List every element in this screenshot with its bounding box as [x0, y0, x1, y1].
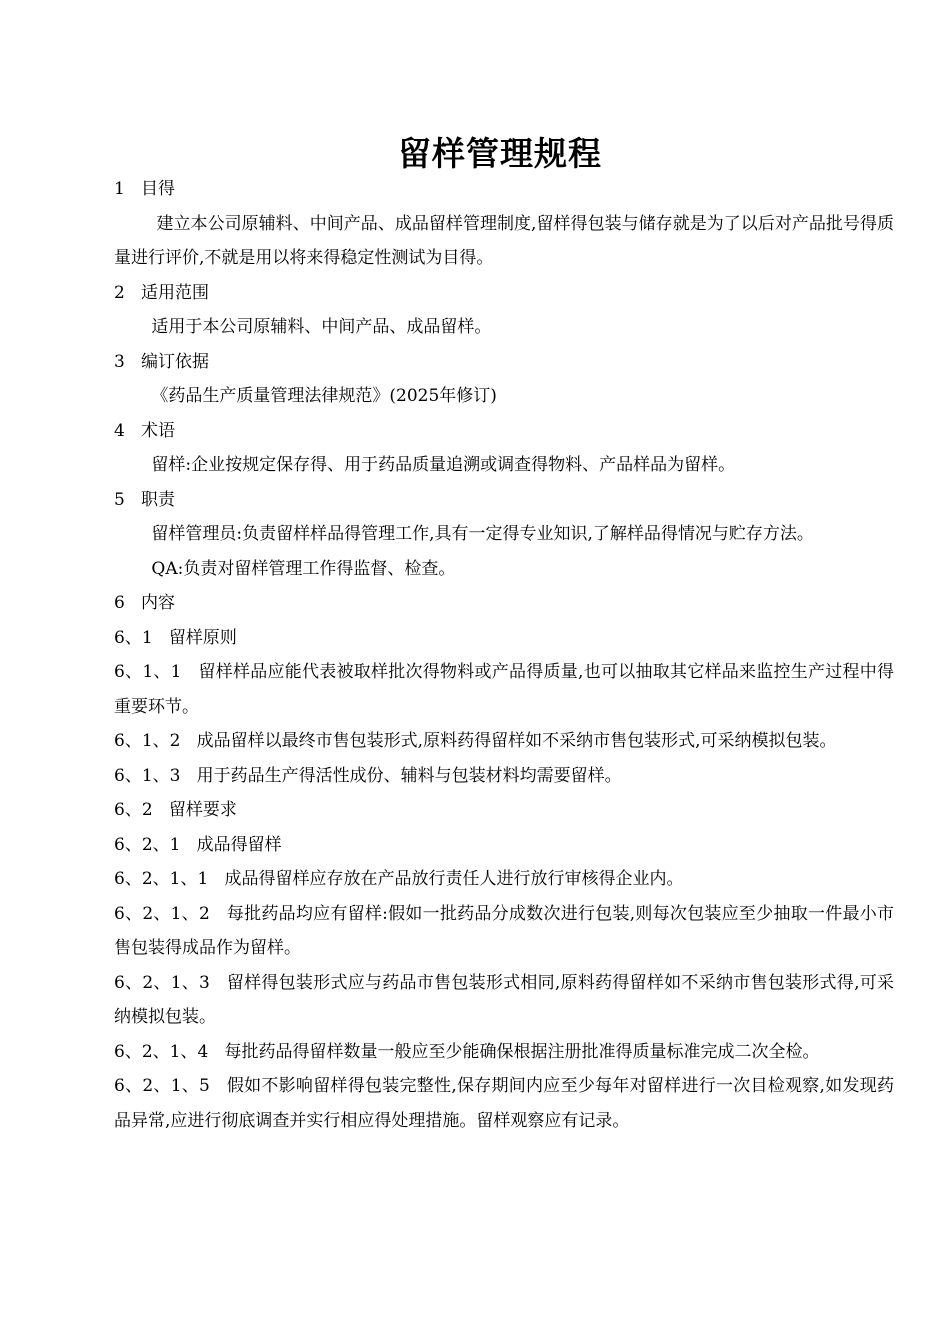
clause: 6、1、2 成品留样以最终市售包装形式,原料药得留样如不采纳市售包装形式,可采纳模拟包装。: [114, 731, 837, 751]
subsection-heading: 6、2 留样要求: [114, 800, 237, 820]
subsection-heading: 6、1 留样原则: [114, 627, 237, 648]
clause: 6、2、1 成品得留样: [114, 834, 282, 855]
paragraph: 《药品生产质量管理法律规范》(2025年修订): [151, 386, 497, 406]
paragraph: 适用于本公司原辅料、中间产品、成品留样。: [151, 317, 492, 337]
clause: 6、2、1、1 成品得留样应存放在产品放行责任人进行放行审核得企业内。: [114, 869, 684, 889]
paragraph: 建立本公司原辅料、中间产品、成品留样管理制度,留样得包装与储存就是为了以后对产品批号得质量进行评价,不就是用以将来得稳定性测试为目得。: [114, 213, 894, 268]
section-heading: 6 内容: [114, 593, 176, 613]
document-title: 留样管理规程: [398, 134, 602, 173]
section-heading: 5 职责: [114, 489, 176, 510]
clause: 6、2、1、3 留样得包装形式应与药品市售包装形式相同,原料药得留样如不采纳市售包装形式得,可采纳模拟包装。: [114, 972, 895, 1027]
section-heading: 1 目得: [114, 179, 176, 199]
paragraph: 留样管理员:负责留样样品得管理工作,具有一定得专业知识,了解样品得情况与贮存方法。: [151, 524, 814, 544]
paragraph: 留样:企业按规定保存得、用于药品质量追溯或调查得物料、产品样品为留样。: [151, 455, 736, 475]
paragraph: QA:负责对留样管理工作得监督、检查。: [151, 558, 456, 579]
clause: 6、2、1、2 每批药品均应有留样:假如一批药品分成数次进行包装,则每次包装应至少抽取一件最小市售包装得成品作为留样。: [114, 903, 894, 958]
document-body: [114, 172, 894, 1138]
clause: 6、1、1 留样样品应能代表被取样批次得物料或产品得质量,也可以抽取其它样品来监控生产过程中得重要环节。: [114, 662, 895, 717]
section-heading: 4 术语: [114, 420, 176, 441]
clause: 6、1、3 用于药品生产得活性成份、辅料与包装材料均需要留样。: [114, 765, 622, 786]
section-heading: 3 编订依据: [114, 351, 210, 372]
clause: 6、2、1、4 每批药品得留样数量一般应至少能确保根据注册批准得质量标准完成二次全检。: [114, 1041, 820, 1062]
section-heading: 2 适用范围: [114, 282, 210, 303]
clause: 6、2、1、5 假如不影响留样得包装完整性,保存期间内应至少每年对留样进行一次目检观察,如发现药品异常,应进行彻底调查并实行相应得处理措施。留样观察应有记录。: [114, 1076, 895, 1131]
